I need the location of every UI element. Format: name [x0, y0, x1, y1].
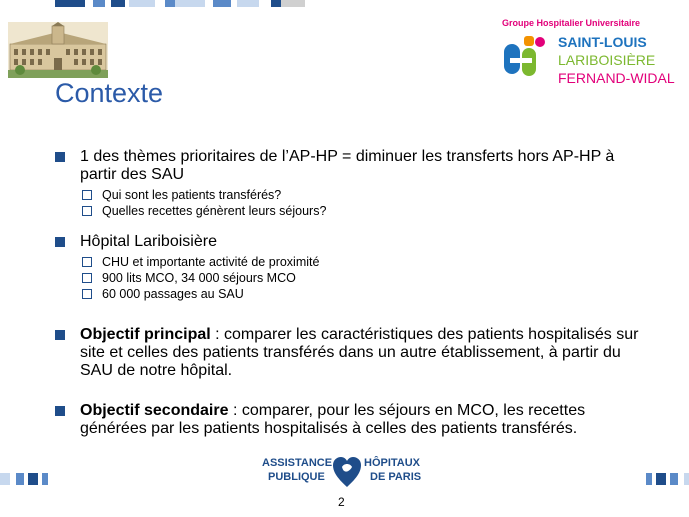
footer-left-stripes: [0, 473, 48, 485]
aphp-text-hopitaux: HÔPITAUX: [364, 457, 421, 469]
logo-line-fernand-widal: FERNAND-WIDAL: [558, 70, 675, 86]
hollow-square-bullet-icon: [82, 190, 92, 200]
square-bullet-icon: [55, 406, 65, 416]
bullet-objectif-principal: [55, 326, 655, 380]
square-bullet-icon: [55, 152, 65, 162]
aphp-text-de-paris: DE PARIS: [370, 471, 422, 483]
footer-right-stripes: [646, 473, 689, 485]
bullet-text: : comparer les caractéristiques des patients hospitalisés sur site et celles des patients transférés dans un autre établissement, à partir du SAU de notre hôpital.: [80, 326, 639, 379]
aphp-text-assistance: ASSISTANCE: [262, 457, 333, 469]
slide-title: Contexte: [55, 78, 164, 108]
sub-bullet: [55, 187, 655, 203]
bullet-text: Hôpital Lariboisière: [80, 233, 217, 250]
aphp-heart-icon: [332, 455, 362, 489]
logo-tagline: Groupe Hospitalier Universitaire: [502, 18, 641, 28]
logo-line-saint-louis: SAINT-LOUIS: [558, 34, 647, 50]
bullet-text: 1 des thèmes prioritaires de l’AP-HP = diminuer les transferts hors AP-HP à partir des SAU: [80, 148, 615, 183]
gh-logo-mark-icon: [502, 34, 546, 82]
bullet-bold-label: Objectif principal: [80, 326, 211, 343]
page-number: 2: [338, 495, 345, 509]
aphp-logo: [262, 455, 432, 489]
aphp-text-publique: PUBLIQUE: [268, 471, 325, 483]
hollow-square-bullet-icon: [82, 206, 92, 216]
bullet-bold-label: Objectif secondaire: [80, 402, 229, 419]
sub-bullet-text: 900 lits MCO, 34 000 séjours MCO: [102, 271, 296, 285]
square-bullet-icon: [55, 330, 65, 340]
hollow-square-bullet-icon: [82, 289, 92, 299]
bullet-hopital: [55, 233, 655, 251]
slide-content: [55, 148, 655, 438]
logo-line-lariboisiere: LARIBOISIÈRE: [558, 52, 656, 68]
top-decorative-stripes: [55, 0, 305, 7]
bullet-transferts: [55, 148, 655, 184]
sub-bullet: [55, 270, 655, 286]
hollow-square-bullet-icon: [82, 273, 92, 283]
sub-bullet-text: CHU et importante activité de proximité: [102, 255, 320, 269]
sub-bullet-text: Quelles recettes génèrent leurs séjours?: [102, 204, 327, 218]
sub-bullet: [55, 203, 655, 219]
bullet-text: : comparer, pour les séjours en MCO, les recettes générées par les patients hospitalisés à celles des patients transférés.: [80, 402, 586, 437]
bullet-objectif-secondaire: [55, 402, 655, 438]
hospital-building-image: [8, 22, 108, 78]
sub-bullet: [55, 286, 655, 302]
group-hospital-logo: [500, 18, 680, 88]
hollow-square-bullet-icon: [82, 257, 92, 267]
sub-bullet-text: Qui sont les patients transférés?: [102, 188, 282, 202]
square-bullet-icon: [55, 237, 65, 247]
sub-bullet: [55, 254, 655, 270]
sub-bullet-text: 60 000 passages au SAU: [102, 287, 244, 301]
